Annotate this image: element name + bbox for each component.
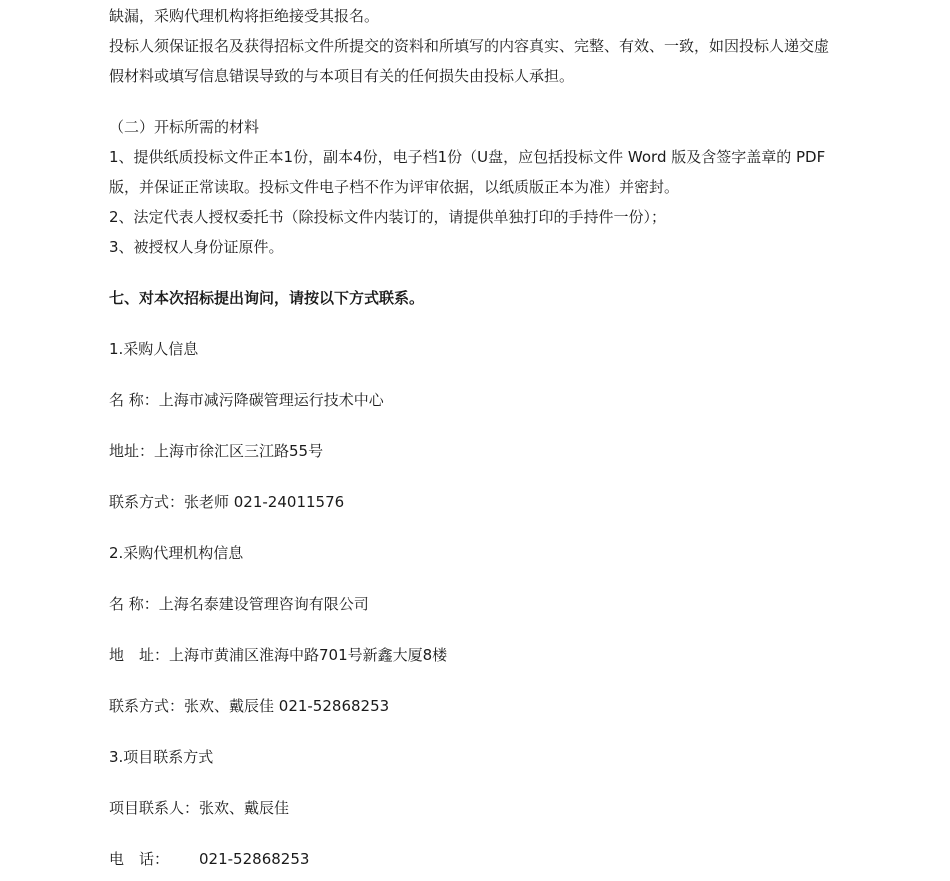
project-contact-person: 项目联系人：张欢、戴辰佳 bbox=[109, 799, 290, 817]
agency-title: 2.采购代理机构信息 bbox=[109, 544, 244, 562]
materials-heading: （二）开标所需的材料 bbox=[109, 118, 260, 136]
section-7-heading: 七、对本次招标提出询问，请按以下方式联系。 bbox=[109, 289, 425, 307]
materials-item-1-line-2: 版，并保证正常读取。投标文件电子档不作为评审依据，以纸质版正本为准）并密封。 bbox=[109, 178, 680, 196]
intro-line-2: 投标人须保证报名及获得招标文件所提交的资料和所填写的内容真实、完整、有效、一致，如因投标人递交虚 bbox=[109, 37, 830, 55]
agency-name: 名 称：上海名泰建设管理咨询有限公司 bbox=[109, 595, 369, 613]
intro-line-1: 缺漏，采购代理机构将拒绝接受其报名。 bbox=[109, 7, 380, 25]
purchaser-address: 地址：上海市徐汇区三江路55号 bbox=[109, 442, 324, 460]
project-phone-value: 021-52868253 bbox=[199, 850, 310, 868]
agency-address: 地 址：上海市黄浦区淮海中路701号新鑫大厦8楼 bbox=[109, 646, 448, 664]
materials-item-3: 3、被授权人身份证原件。 bbox=[109, 238, 284, 256]
purchaser-contact: 联系方式：张老师 021-24011576 bbox=[109, 493, 345, 511]
intro-line-3: 假材料或填写信息错误导致的与本项目有关的任何损失由投标人承担。 bbox=[109, 67, 575, 85]
purchaser-name: 名 称：上海市减污降碳管理运行技术中心 bbox=[109, 391, 384, 409]
purchaser-title: 1.采购人信息 bbox=[109, 340, 199, 358]
materials-item-2: 2、法定代表人授权委托书（除投标文件内装订的，请提供单独打印的手持件一份）； bbox=[109, 208, 667, 226]
project-phone-label: 电 话： bbox=[109, 850, 170, 868]
agency-contact: 联系方式：张欢、戴辰佳 021-52868253 bbox=[109, 697, 390, 715]
materials-item-1-line-1: 1、提供纸质投标文件正本1份，副本4份，电子档1份（U盘，应包括投标文件 Word 版及含签字盖章的 PDF bbox=[109, 148, 826, 166]
project-phone-row bbox=[109, 849, 309, 869]
project-title: 3.项目联系方式 bbox=[109, 748, 214, 766]
